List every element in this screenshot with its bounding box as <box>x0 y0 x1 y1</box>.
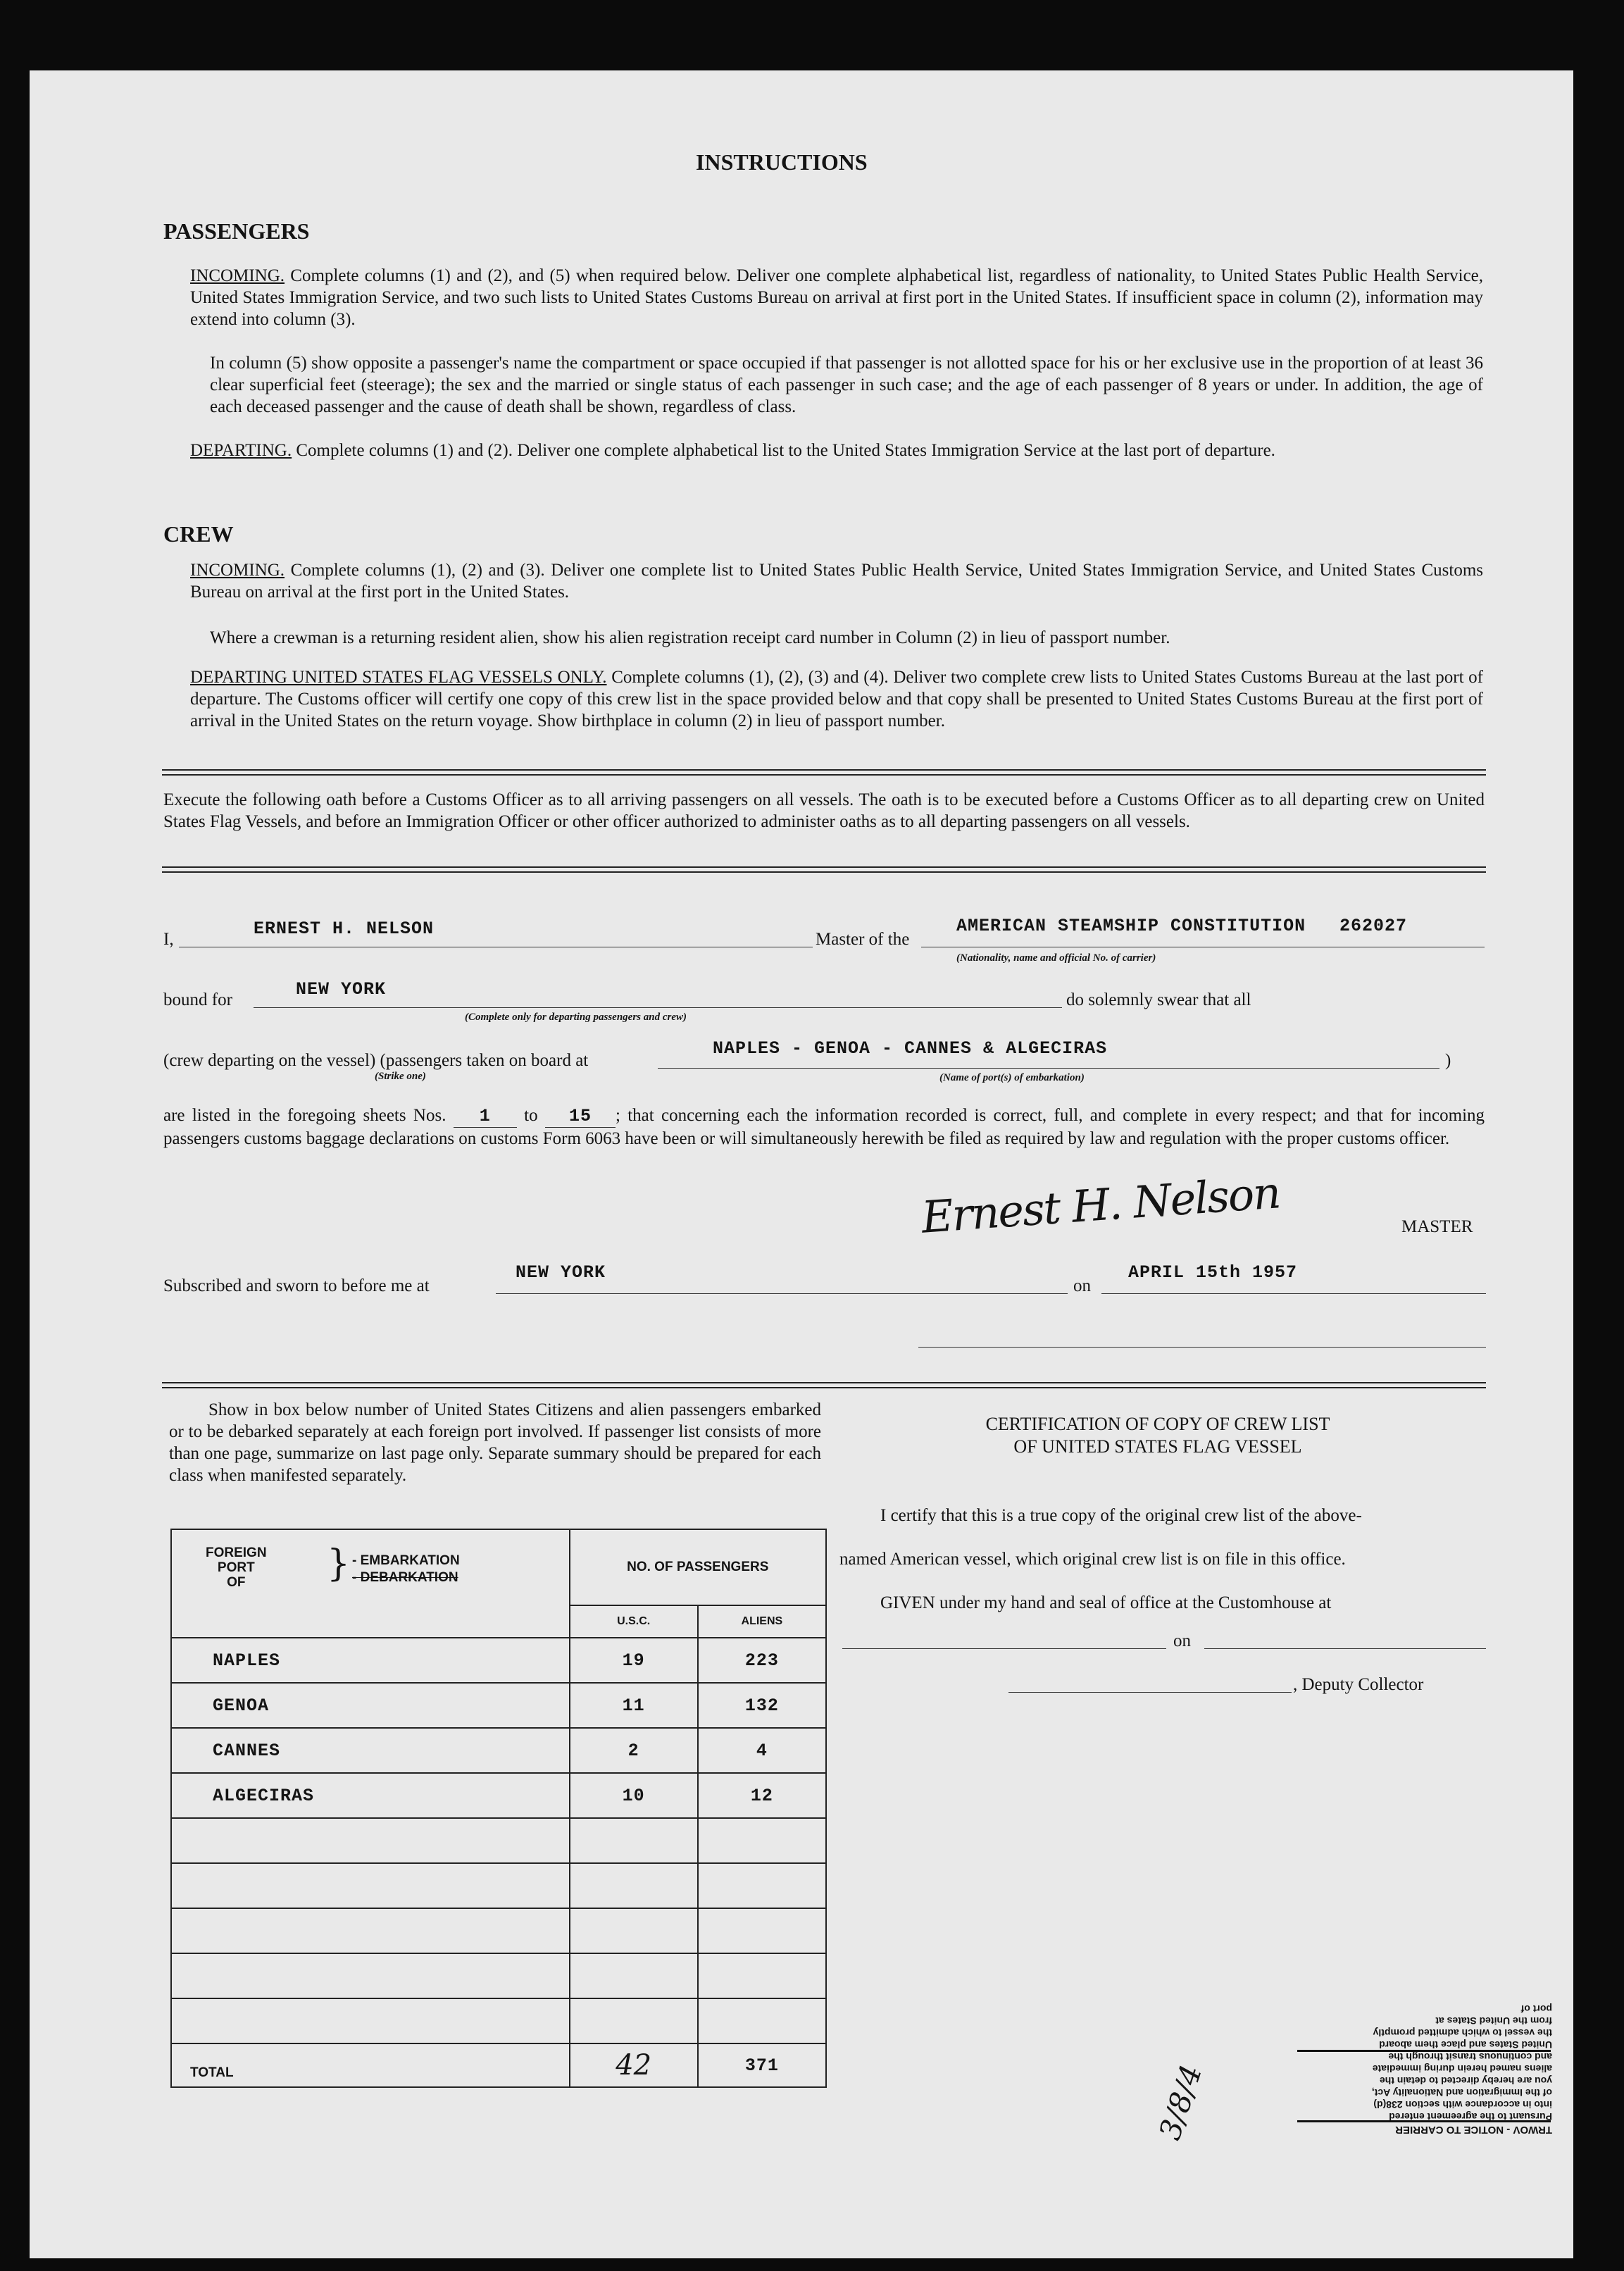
certification-line-3: GIVEN under my hand and seal of office at the Customhouse at <box>880 1593 1332 1612</box>
swear-text: do solemnly swear that all <box>1066 990 1251 1009</box>
carrier-caption: (Nationality, name and official No. of carrier) <box>956 952 1156 964</box>
brace-icon: } <box>327 1543 351 1585</box>
aliens-cell: 223 <box>698 1638 826 1683</box>
usc-header: U.S.C. <box>570 1605 698 1638</box>
on-label: on <box>1073 1276 1091 1295</box>
table-header-row <box>171 1529 826 1605</box>
sheets-paragraph <box>163 1105 1485 1150</box>
crew-incoming-label: INCOMING. <box>190 561 285 580</box>
bound-for-value: NEW YORK <box>296 979 387 1000</box>
aliens-cell: 4 <box>698 1728 826 1773</box>
carrier-name: AMERICAN STEAMSHIP CONSTITUTION <box>956 916 1306 936</box>
certification-line-1: I certify that this is a true copy of the original crew list of the above- <box>880 1506 1362 1525</box>
sheets-label: are listed in the foregoing sheets Nos. <box>163 1106 446 1125</box>
divider <box>162 866 1486 873</box>
port-cell: ALGECIRAS <box>171 1773 570 1818</box>
stamp-line: aliens named herein during immediate <box>1372 2063 1552 2074</box>
stamp-line: Pursuant to the agreement entered <box>1389 2111 1552 2122</box>
port-cell: NAPLES <box>171 1638 570 1683</box>
table-row-empty <box>171 1818 826 1863</box>
stamp-line: and continuous transit through the <box>1388 2051 1552 2062</box>
aliens-header: ALIENS <box>698 1605 826 1638</box>
passenger-summary-table <box>170 1529 827 2088</box>
margin-note: 3/8/4 <box>1152 2060 1209 2144</box>
carrier-number: 262027 <box>1339 916 1408 936</box>
deputy-collector-label: , Deputy Collector <box>1293 1675 1424 1694</box>
master-of-label: Master of the <box>816 930 910 949</box>
table-row-empty <box>171 1998 826 2043</box>
crew-incoming-paragraph <box>190 559 1483 603</box>
sworn-date: APRIL 15th 1957 <box>1128 1262 1298 1283</box>
certification-on-label: on <box>1173 1631 1191 1650</box>
instructions-title: INSTRUCTIONS <box>696 149 868 175</box>
port-header-of: OF <box>227 1575 246 1590</box>
subscribed-label: Subscribed and sworn to before me at <box>163 1276 430 1295</box>
embarkation-label: - EMBARKATION <box>352 1553 460 1568</box>
stamp-arrow-line <box>1297 2050 1551 2052</box>
close-paren: ) <box>1445 1051 1451 1070</box>
certification-title-1: CERTIFICATION OF COPY OF CREW LIST <box>985 1414 1330 1434</box>
stamp-line: of the Immigration and Nationality Act, <box>1371 2087 1552 2098</box>
passengers-incoming-text: Complete columns (1) and (2), and (5) when required below. Deliver one complete alphabetical list, regardless of nationality, to United States Public Health Service, United States Immigration Service, and two such lists to United States Customs Bureau on arrival at first port in the United States. If insufficient space in column (2), information may extend into column (3). <box>190 266 1484 329</box>
stamp-arrow-line <box>1297 2120 1551 2122</box>
no-passengers-header: NO. OF PASSENGERS <box>570 1529 826 1605</box>
bound-for-label: bound for <box>163 990 232 1009</box>
stamp-line: the vessel to which admitted promptly <box>1373 2027 1552 2039</box>
ports-line <box>658 1068 1439 1069</box>
stamp-line: port of <box>1520 2003 1552 2015</box>
table-row-empty <box>171 1863 826 1908</box>
stamp-line: you are hereby directed to detain the <box>1379 2075 1552 2086</box>
crew-resident-paragraph: Where a crewman is a returning resident alien, show his alien registration receipt card number in Column (2) in lieu of passport number. <box>210 628 1170 647</box>
table-row <box>171 1773 826 1818</box>
total-row <box>171 2043 826 2087</box>
table-row <box>171 1683 826 1728</box>
crew-departing-paragraph <box>190 666 1483 732</box>
table-row <box>171 1638 826 1683</box>
certification-line-2: named American vessel, which original crew list is on file in this office. <box>839 1550 1346 1569</box>
aliens-cell: 12 <box>698 1773 826 1818</box>
passengers-incoming-label: INCOMING. <box>190 266 285 285</box>
master-signature: Ernest H. Nelson <box>920 1166 1282 1243</box>
stamp-line: United States and place them aboard <box>1379 2039 1552 2051</box>
master-label: MASTER <box>1401 1217 1473 1236</box>
usc-cell: 2 <box>570 1728 698 1773</box>
stamp-title: TRWOV - NOTICE TO CARRIER <box>1395 2124 1552 2136</box>
total-label: TOTAL <box>171 2043 570 2087</box>
total-usc: 42 <box>570 2043 698 2087</box>
divider <box>162 1382 1486 1388</box>
usc-cell: 19 <box>570 1638 698 1683</box>
customhouse-line <box>842 1648 1166 1649</box>
port-header-label <box>206 1545 267 1590</box>
passengers-incoming-paragraph <box>190 265 1483 330</box>
crew-departing-text: Complete columns (1), (2), (3) and (4). Deliver two complete crew lists to United States Customs Bureau at the last port of departure. The Customs officer will certify one copy of this crew list in the space provided below and that copy shall be presented to United States Customs Bureau at the first port of arrival in the United States on the return voyage. Show birthplace in column (2) in lieu of passport number. <box>190 668 1484 730</box>
sworn-place: NEW YORK <box>516 1262 606 1283</box>
certification-date-line <box>1204 1648 1486 1649</box>
port-cell: CANNES <box>171 1728 570 1773</box>
to-label: to <box>524 1106 538 1125</box>
sworn-date-line <box>1101 1293 1486 1294</box>
port-header-foreign: FOREIGN <box>206 1545 267 1560</box>
crew-departing-label: DEPARTING UNITED STATES FLAG VESSELS ONLY. <box>190 668 607 687</box>
crew-incoming-text: Complete columns (1), (2) and (3). Deliver one complete list to United States Public Health Service, United States Immigration Service, and United States Customs Bureau on arrival at the first port in the United States. <box>190 561 1484 602</box>
sheet-from: 1 <box>454 1105 517 1128</box>
stamp-line: into in accordance with section 238(d) <box>1373 2099 1552 2110</box>
table-row <box>171 1728 826 1773</box>
table-row-empty <box>171 1908 826 1953</box>
officer-signature-line <box>918 1347 1486 1348</box>
passengers-departing-paragraph <box>190 440 1483 461</box>
sworn-place-line <box>496 1293 1068 1294</box>
sheet-to: 15 <box>545 1105 616 1128</box>
ports-value: NAPLES - GENOA - CANNES & ALGECIRAS <box>713 1038 1108 1059</box>
passengers-column5-paragraph: In column (5) show opposite a passenger's name the compartment or space occupied if that passenger is not allotted space for his or her exclusive use in the proportion of at least 36 clear superficial feet (steerage); the sex and the married or single status of each passenger in such case; and the age of each passenger of 8 years or under. In addition, the age of each deceased passenger and the cause of death shall be shown, regardless of class. <box>210 354 1483 416</box>
passengers-heading: PASSENGERS <box>163 218 310 244</box>
bound-for-line <box>254 1007 1062 1008</box>
divider <box>162 769 1486 776</box>
passengers-departing-text: Complete columns (1) and (2). Deliver one complete alphabetical list to the United States Immigration Service at the last port of departure. <box>296 441 1275 460</box>
passengers-departing-label: DEPARTING. <box>190 441 292 460</box>
stamp-line: from the United States at <box>1435 2015 1552 2027</box>
debarkation-label: - DEBARKATION <box>352 1570 458 1585</box>
summary-instructions: Show in box below number of United States Citizens and alien passengers embarked or to be debarked separately at each foreign port involved. If passenger list consists of more than one page, summarize on last page only. Separate summary should be prepared for each class when manifested separately. <box>169 1400 821 1485</box>
oath-i-label: I, <box>163 930 174 949</box>
correct-text: ; that concerning each the information recorded is correct, full, and complete in every respect; and that for incoming passengers customs baggage declarations on customs Form 6063 have been or will simultaneously herewith be filed as required by law and regulation with the proper customs officer. <box>163 1106 1485 1148</box>
table-row-empty <box>171 1953 826 1998</box>
port-header-cell <box>171 1529 570 1638</box>
port-header-port: PORT <box>217 1560 255 1575</box>
bound-caption: (Complete only for departing passengers and crew) <box>465 1012 687 1023</box>
oath-intro: Execute the following oath before a Customs Officer as to all arriving passengers on all vessels. The oath is to be executed before a Customs Officer as to all departing crew on United States Flag Vessels, and before an Immigration Officer or other officer authorized to administer oaths as to all departing passengers on all vessels. <box>163 790 1485 831</box>
master-name: ERNEST H. NELSON <box>254 919 435 939</box>
aliens-cell: 132 <box>698 1683 826 1728</box>
ports-caption: (Name of port(s) of embarkation) <box>939 1072 1085 1083</box>
deputy-collector-line <box>1008 1692 1292 1693</box>
crew-passengers-text: (crew departing on the vessel) (passengers taken on board at <box>163 1051 589 1070</box>
usc-cell: 10 <box>570 1773 698 1818</box>
crew-heading: CREW <box>163 521 234 547</box>
embark-debark-label <box>352 1553 460 1586</box>
strike-caption: (Strike one) <box>375 1071 426 1082</box>
document-sheet <box>30 70 1573 2258</box>
notice-to-carrier-stamp <box>1304 1988 1552 2136</box>
certification-title-2: OF UNITED STATES FLAG VESSEL <box>1013 1436 1302 1457</box>
usc-cell: 11 <box>570 1683 698 1728</box>
total-aliens: 371 <box>698 2043 826 2087</box>
port-cell: GENOA <box>171 1683 570 1728</box>
